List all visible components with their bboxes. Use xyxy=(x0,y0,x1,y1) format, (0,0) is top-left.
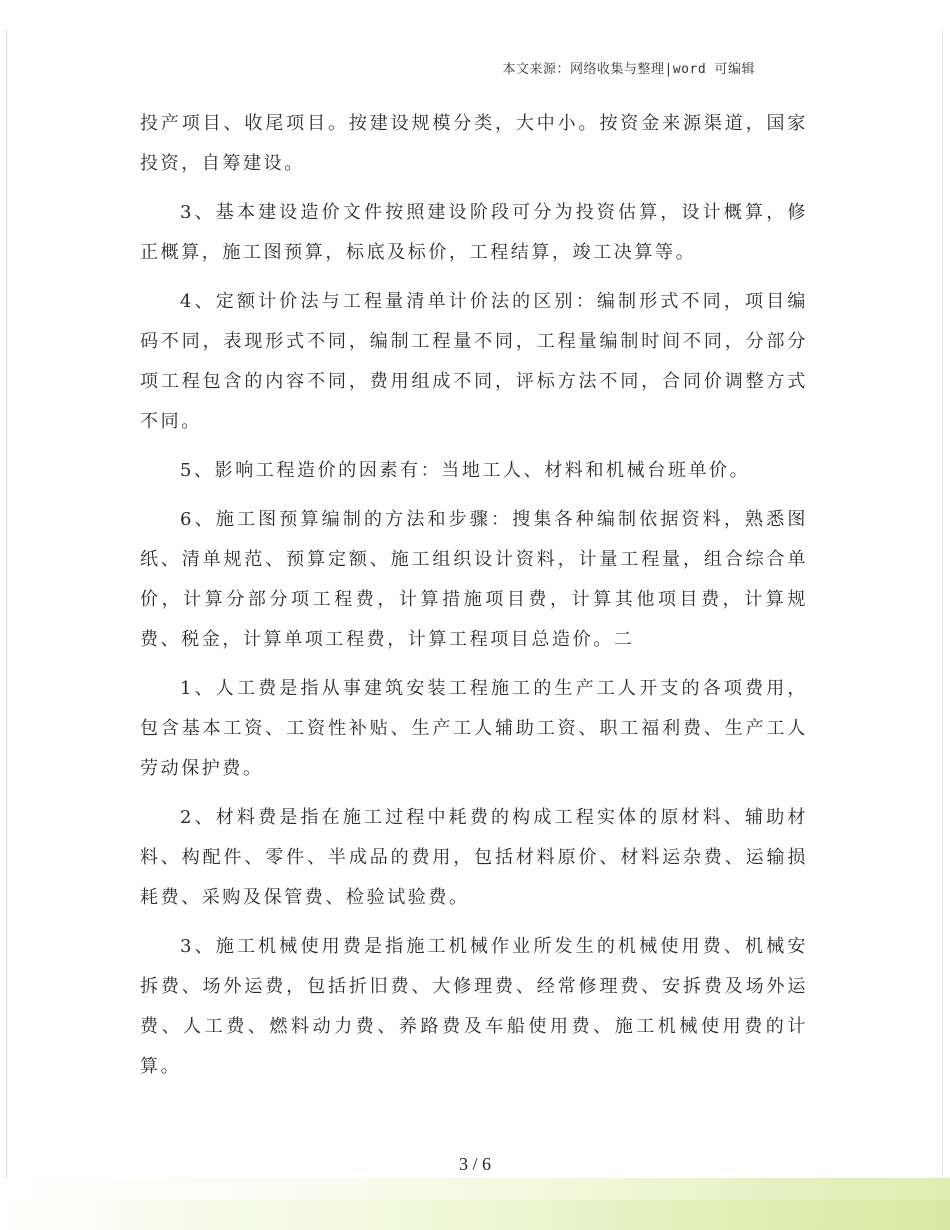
paragraph-cost-factors: 5、影响工程造价的因素有：当地工人、材料和机械台班单价。 xyxy=(180,460,751,481)
paragraph-pricing-methods-difference: 4、定额计价法与工程量清单计价法的区别：编制形式不同，项目编码不同，表现形式不同，编制工程量不同，工程量编制时间不同，分部分项工程包含的内容不同，费用组成不同，评标方法不同，合同价调整方式不同。 xyxy=(140,291,808,432)
paragraph-material-cost: 2、材料费是指在施工过程中耗费的构成工程实体的原材料、辅助材料、构配件、零件、半成品的费用，包括材料原价、材料运杂费、运输损耗费、采购及保管费、检验试验费。 xyxy=(140,807,808,908)
footer-decoration-band xyxy=(0,1178,950,1230)
paragraph-labor-cost: 1、人工费是指从事建筑安装工程施工的生产工人开支的各项费用，包含基本工资、工资性补贴、生产工人辅助工资、职工福利费、生产工人劳动保护费。 xyxy=(140,678,808,779)
page-left-edge xyxy=(6,30,7,1200)
page-number: 3 / 6 xyxy=(458,1154,491,1174)
page-right-edge xyxy=(942,30,943,1200)
paragraph-cost-documents: 3、基本建设造价文件按照建设阶段可分为投资估算，设计概算，修正概算，施工图预算，标底及标价，工程结算，竣工决算等。 xyxy=(140,202,808,263)
paragraph-machinery-cost: 3、施工机械使用费是指施工机械作业所发生的机械使用费、机械安拆费、场外运费，包括折旧费、大修理费、经常修理费、安拆费及场外运费、人工费、燃料动力费、养路费及车船使用费、施工机械使用费的计算。 xyxy=(140,936,808,1077)
header-source-note: 本文来源：网络收集与整理|word 可编辑 xyxy=(502,62,755,77)
document-body xyxy=(140,104,808,1096)
paragraph-project-classification: 投产项目、收尾项目。按建设规模分类，大中小。按资金来源渠道，国家投资，自筹建设。 xyxy=(140,113,808,174)
footer-decoration-gradient xyxy=(0,1200,950,1230)
paragraph-budget-steps: 6、施工图预算编制的方法和步骤：搜集各种编制依据资料，熟悉图纸、清单规范、预算定额、施工组织设计资料，计量工程量，组合综合单价，计算分部分项工程费，计算措施项目费，计算其他项目费，计算规费、税金，计算单项工程费，计算工程项目总造价。二 xyxy=(140,509,808,650)
